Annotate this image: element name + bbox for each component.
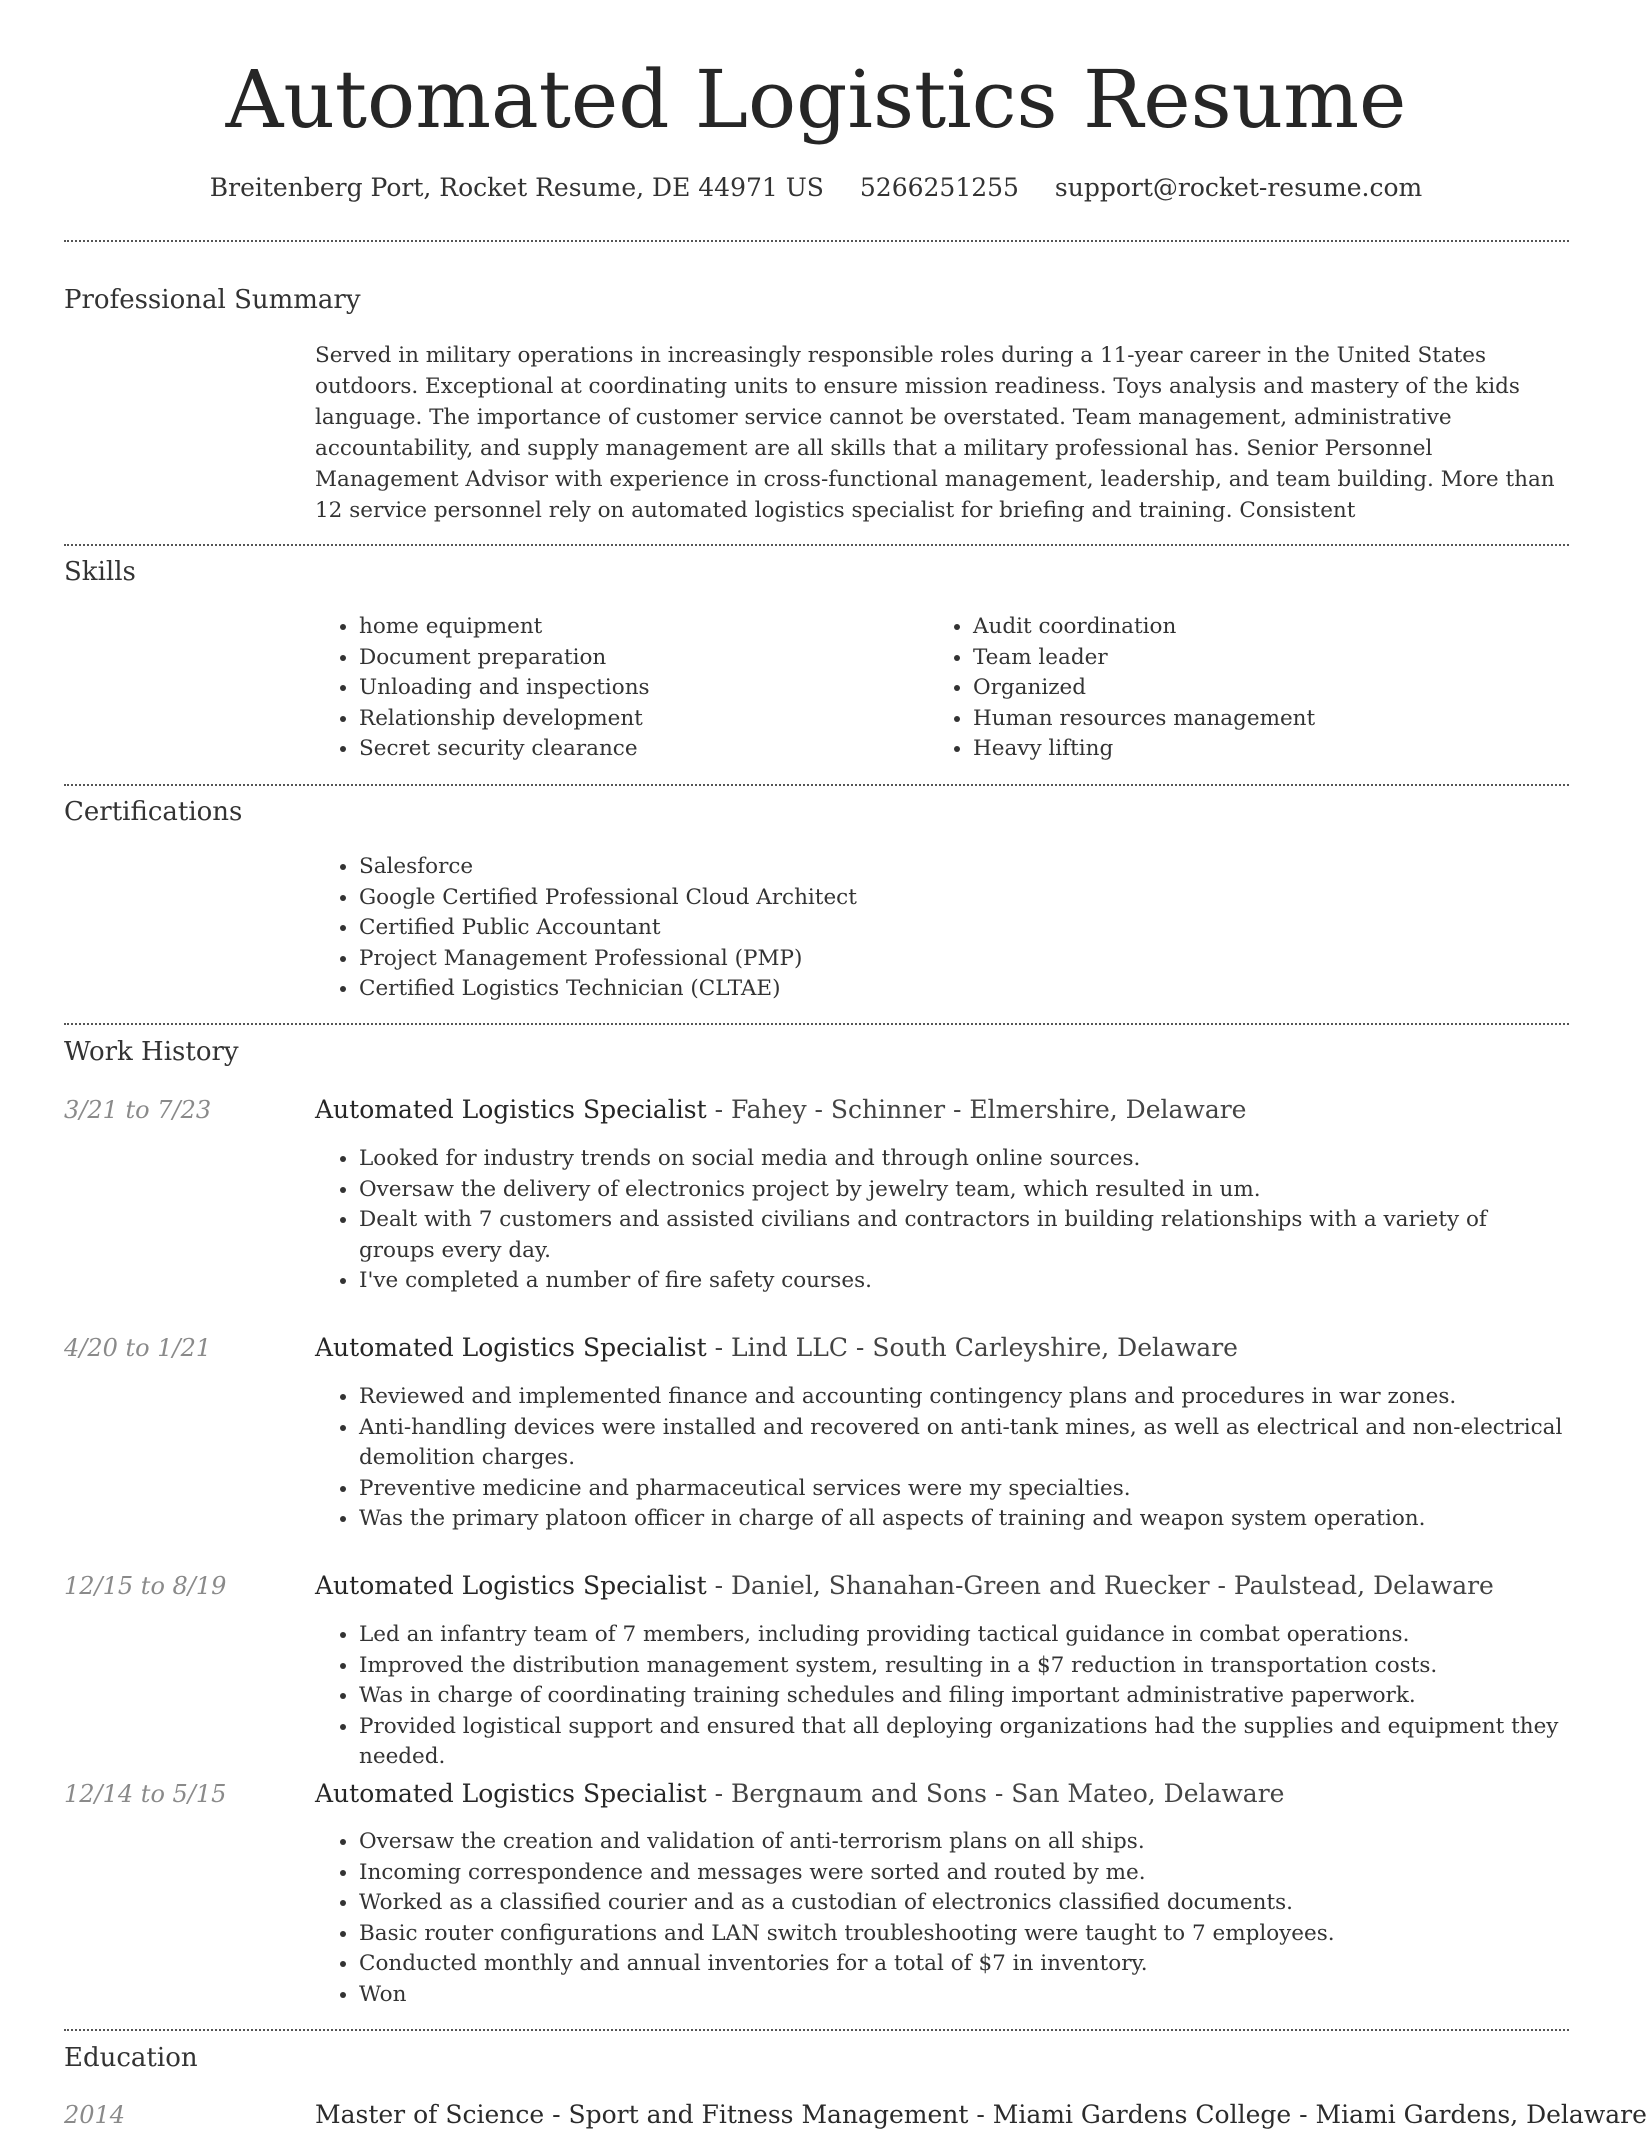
- list-item: • Anti-handling devices were installed and recovered on anti-tank mines, as well as electrical and non-electrical demolition charges.: [359, 1413, 1569, 1474]
- job-bullets: [315, 1620, 1575, 1773]
- section-title-certifications: Certifications: [64, 797, 243, 827]
- list-item: • Looked for industry trends on social media and through online sources.: [359, 1144, 1569, 1175]
- section-title-education: Education: [64, 2043, 198, 2073]
- job-position: Automated Logistics Specialist: [315, 1095, 707, 1124]
- list-item: • I've completed a number of fire safety courses.: [359, 1266, 1569, 1297]
- list-item: • Oversaw the creation and validation of anti-terrorism plans on all ships.: [359, 1827, 1569, 1858]
- job-employer: - Lind LLC - South Carleyshire, Delaware: [706, 1333, 1238, 1362]
- list-item: • Conducted monthly and annual inventories for a total of $7 in inventory.: [359, 1949, 1569, 1980]
- job-dates: 12/14 to 5/15: [64, 1780, 227, 1808]
- divider: [64, 544, 1569, 546]
- job-position: Automated Logistics Specialist: [315, 1333, 707, 1362]
- skills-list-left: [315, 612, 915, 765]
- job-bullets: [315, 1144, 1569, 1297]
- list-item: • Google Certified Professional Cloud Architect: [359, 883, 1515, 914]
- job-heading: [315, 1331, 1238, 1365]
- phone: 5266251255: [859, 173, 1019, 202]
- list-item: • Salesforce: [359, 852, 1515, 883]
- education-degree: Master of Science - Sport and Fitness Management - Miami Gardens College - Miami Gardens, Delaware: [315, 2100, 1647, 2129]
- list-item: • Certified Logistics Technician (CLTAE): [359, 974, 1515, 1005]
- job-bullets: [315, 1382, 1569, 1535]
- list-item: • Relationship development: [359, 704, 915, 735]
- divider: [64, 2029, 1569, 2031]
- list-item: • Provided logistical support and ensured that all deploying organizations had the supplies and equipment they needed.: [359, 1712, 1575, 1773]
- list-item: • Audit coordination: [973, 612, 1529, 643]
- list-item: • Reviewed and implemented finance and accounting contingency plans and procedures in war zones.: [359, 1382, 1569, 1413]
- summary-text: Served in military operations in increasingly responsible roles during a 11-year career in the United States outdoors. Exceptional at coordinating units to ensure mission readiness. Toys analysis and mastery of the kids language. The importance of customer service cannot be overstated. Team management, administrative accountability, and supply management are all skills that a military professional has. Senior Personnel Management Advisor with experience in cross-functional management, leadership, and team building. More than 12 service personnel rely on automated logistics specialist for briefing and training. Consistent: [315, 343, 1555, 523]
- job-position: Automated Logistics Specialist: [315, 1571, 707, 1600]
- list-item: • Project Management Professional (PMP): [359, 944, 1515, 975]
- certifications-list: [315, 852, 1515, 1005]
- list-item: • Was the primary platoon officer in charge of all aspects of training and weapon system operation.: [359, 1504, 1569, 1535]
- list-item: • Organized: [973, 673, 1529, 704]
- job-heading: [315, 1569, 1494, 1603]
- divider: [64, 240, 1569, 242]
- job-position: Automated Logistics Specialist: [315, 1779, 707, 1808]
- list-item: • Dealt with 7 customers and assisted civilians and contractors in building relationships with a variety of groups every day.: [359, 1205, 1569, 1266]
- job-dates: 4/20 to 1/21: [64, 1334, 212, 1362]
- list-item: • Heavy lifting: [973, 734, 1529, 765]
- job-dates: 3/21 to 7/23: [64, 1096, 212, 1124]
- list-item: • Certified Public Accountant: [359, 913, 1515, 944]
- job-heading: [315, 1093, 1246, 1127]
- list-item: • Basic router configurations and LAN switch troubleshooting were taught to 7 employees.: [359, 1919, 1569, 1950]
- divider: [64, 1023, 1569, 1025]
- section-title-work-history: Work History: [64, 1037, 239, 1067]
- job-employer: - Bergnaum and Sons - San Mateo, Delaware: [706, 1779, 1285, 1808]
- list-item: • Team leader: [973, 643, 1529, 674]
- job-employer: - Daniel, Shanahan-Green and Ruecker - Paulstead, Delaware: [706, 1571, 1494, 1600]
- address: Breitenberg Port, Rocket Resume, DE 44971 US: [209, 173, 824, 202]
- resume-title: Automated Logistics Resume: [225, 53, 1407, 146]
- list-item: • Preventive medicine and pharmaceutical services were my specialties.: [359, 1474, 1569, 1505]
- list-item: • Unloading and inspections: [359, 673, 915, 704]
- email: support@rocket-resume.com: [1054, 173, 1423, 202]
- list-item: • Secret security clearance: [359, 734, 915, 765]
- job-bullets: [315, 1827, 1569, 2010]
- list-item: • Human resources management: [973, 704, 1529, 735]
- job-dates: 12/15 to 8/19: [64, 1572, 227, 1600]
- list-item: • Was in charge of coordinating training schedules and filing important administrative paperwork.: [359, 1681, 1575, 1712]
- list-item: • home equipment: [359, 612, 915, 643]
- section-title-skills: Skills: [64, 557, 136, 587]
- education-dates: 2014: [64, 2101, 126, 2129]
- list-item: • Won: [359, 1980, 1569, 2011]
- skills-list-right: [929, 612, 1529, 765]
- list-item: • Improved the distribution management system, resulting in a $7 reduction in transportation costs.: [359, 1651, 1575, 1682]
- list-item: • Led an infantry team of 7 members, including providing tactical guidance in combat operations.: [359, 1620, 1575, 1651]
- list-item: • Worked as a classified courier and as a custodian of electronics classified documents.: [359, 1888, 1569, 1919]
- divider: [64, 784, 1569, 786]
- contact-line: [0, 170, 1632, 206]
- section-title-summary: Professional Summary: [64, 285, 361, 315]
- list-item: • Document preparation: [359, 643, 915, 674]
- list-item: • Oversaw the delivery of electronics project by jewelry team, which resulted in um.: [359, 1175, 1569, 1206]
- job-heading: [315, 1777, 1284, 1811]
- list-item: • Incoming correspondence and messages were sorted and routed by me.: [359, 1858, 1569, 1889]
- job-employer: - Fahey - Schinner - Elmershire, Delaware: [706, 1095, 1247, 1124]
